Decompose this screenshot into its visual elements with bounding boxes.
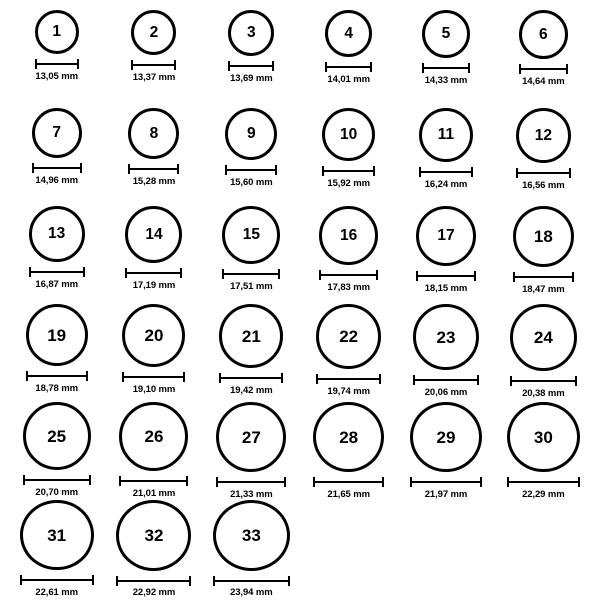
measure-cap-left xyxy=(23,475,25,485)
measure-cap-left xyxy=(413,375,415,385)
measure-line xyxy=(516,172,571,174)
ring-size-number: 6 xyxy=(539,25,548,43)
measure-line xyxy=(313,481,384,483)
measure-line xyxy=(225,169,277,171)
diameter-label: 16,56 mm xyxy=(522,180,565,191)
diameter-measure-bar xyxy=(413,375,479,384)
diameter-measure-bar xyxy=(213,576,290,584)
ring-circle xyxy=(131,10,176,55)
ring-size-cell xyxy=(203,10,300,108)
ring-size-cell xyxy=(105,304,202,402)
measure-cap-right xyxy=(89,475,91,485)
measure-cap-right xyxy=(278,269,280,279)
ring-size-number: 14 xyxy=(145,225,163,243)
measure-cap-left xyxy=(316,374,318,384)
ring-size-number: 32 xyxy=(144,525,164,545)
measure-line xyxy=(219,377,283,379)
diameter-measure-bar xyxy=(513,272,574,281)
ring-size-number: 2 xyxy=(149,23,159,41)
ring-size-number: 29 xyxy=(436,427,456,447)
ring-size-number: 13 xyxy=(48,225,66,243)
ring-circle xyxy=(422,10,470,58)
measure-cap-left xyxy=(410,477,412,487)
ring-circle xyxy=(32,108,82,158)
diameter-measure-bar xyxy=(313,477,384,486)
measure-cap-right xyxy=(578,477,580,487)
ring-size-cell xyxy=(8,500,105,598)
measure-cap-right xyxy=(572,272,574,282)
measure-line xyxy=(413,379,479,381)
measure-cap-left xyxy=(510,376,512,386)
measure-line xyxy=(322,170,375,172)
measure-line xyxy=(122,376,185,378)
ring-size-cell xyxy=(300,108,397,206)
measure-line xyxy=(513,276,574,278)
ring-size-number: 10 xyxy=(340,125,358,143)
ring-circle xyxy=(413,304,479,370)
ring-size-cell xyxy=(397,108,494,206)
ring-size-cell xyxy=(105,206,202,304)
diameter-measure-bar xyxy=(116,576,191,584)
measure-line xyxy=(125,272,182,274)
measure-line xyxy=(116,580,191,582)
diameter-measure-bar xyxy=(507,477,580,486)
diameter-measure-bar xyxy=(29,267,85,276)
ring-size-number: 7 xyxy=(52,124,61,142)
ring-size-number: 23 xyxy=(436,327,456,347)
diameter-measure-bar xyxy=(519,64,568,73)
diameter-label: 13,69 mm xyxy=(230,73,273,84)
diameter-measure-bar xyxy=(23,475,91,484)
ring-circle xyxy=(319,206,378,265)
ring-size-number: 19 xyxy=(47,325,67,345)
ring-circle xyxy=(416,206,476,266)
measure-cap-right xyxy=(288,576,290,586)
diameter-measure-bar xyxy=(422,63,470,72)
measure-cap-left xyxy=(128,164,130,174)
measure-cap-right xyxy=(382,477,384,487)
measure-line xyxy=(222,273,280,275)
measure-cap-left xyxy=(416,271,418,281)
ring-circle xyxy=(20,500,94,570)
measure-line xyxy=(131,64,176,66)
ring-size-cell xyxy=(300,402,397,500)
measure-cap-right xyxy=(284,477,286,487)
diameter-measure-bar xyxy=(416,271,476,280)
measure-cap-left xyxy=(26,371,28,381)
diameter-measure-bar xyxy=(128,164,179,173)
ring-size-number: 25 xyxy=(47,426,67,446)
diameter-measure-bar xyxy=(510,376,577,385)
diameter-label: 17,83 mm xyxy=(327,282,370,293)
measure-cap-left xyxy=(29,267,31,277)
measure-cap-left xyxy=(131,60,133,70)
diameter-label: 18,15 mm xyxy=(424,283,468,294)
ring-size-number: 15 xyxy=(242,226,260,244)
diameter-label: 19,74 mm xyxy=(327,386,370,397)
ring-size-cell xyxy=(8,304,105,402)
diameter-label: 18,78 mm xyxy=(35,383,78,394)
ring-size-cell xyxy=(397,304,494,402)
diameter-measure-bar xyxy=(26,371,88,380)
measure-cap-right xyxy=(86,371,88,381)
ring-circle xyxy=(519,10,568,59)
ring-size-number: 9 xyxy=(247,125,256,143)
diameter-measure-bar xyxy=(222,269,280,278)
diameter-measure-bar xyxy=(228,61,274,70)
measure-cap-right xyxy=(180,268,182,278)
diameter-label: 21,97 mm xyxy=(424,489,468,500)
measure-line xyxy=(32,167,82,169)
ring-size-cell xyxy=(495,10,592,108)
measure-cap-right xyxy=(474,271,476,281)
ring-size-number: 26 xyxy=(144,427,164,446)
ring-size-number: 33 xyxy=(241,525,261,545)
measure-line xyxy=(419,171,473,173)
ring-size-cell xyxy=(203,304,300,402)
diameter-measure-bar xyxy=(125,268,182,277)
measure-cap-left xyxy=(507,477,509,487)
measure-cap-right xyxy=(566,64,568,74)
ring-circle xyxy=(26,304,88,366)
measure-cap-left xyxy=(222,269,224,279)
ring-size-cell xyxy=(203,108,300,206)
diameter-label: 15,28 mm xyxy=(132,176,176,187)
measure-line xyxy=(316,378,381,380)
diameter-label: 22,92 mm xyxy=(132,587,176,598)
measure-cap-right xyxy=(376,270,378,280)
measure-cap-left xyxy=(119,476,121,486)
measure-line xyxy=(319,274,378,276)
diameter-measure-bar xyxy=(20,575,94,584)
measure-cap-left xyxy=(319,270,321,280)
measure-line xyxy=(119,480,188,482)
diameter-measure-bar xyxy=(325,62,372,71)
diameter-label: 14,01 mm xyxy=(327,74,370,85)
measure-cap-right xyxy=(83,267,85,277)
diameter-measure-bar xyxy=(119,476,188,485)
diameter-measure-bar xyxy=(219,373,283,382)
ring-circle xyxy=(125,206,182,263)
diameter-label: 17,51 mm xyxy=(230,281,273,292)
measure-cap-right xyxy=(468,63,470,73)
ring-circle xyxy=(225,108,277,160)
ring-circle xyxy=(23,402,91,470)
diameter-label: 15,60 mm xyxy=(230,177,273,188)
ring-size-cell xyxy=(105,108,202,206)
ring-size-cell xyxy=(495,108,592,206)
ring-circle xyxy=(119,402,188,471)
ring-size-number: 28 xyxy=(339,427,359,447)
measure-cap-right xyxy=(569,168,571,178)
ring-size-cell xyxy=(8,402,105,500)
ring-size-cell xyxy=(203,500,300,598)
measure-cap-left xyxy=(125,268,127,278)
measure-line xyxy=(410,481,482,483)
diameter-label: 19,10 mm xyxy=(132,384,176,395)
ring-size-cell xyxy=(203,402,300,500)
diameter-measure-bar xyxy=(225,165,277,174)
diameter-measure-bar xyxy=(410,477,482,486)
ring-size-number: 27 xyxy=(241,427,261,447)
measure-cap-left xyxy=(116,576,118,586)
ring-circle xyxy=(116,500,191,571)
ring-size-cell xyxy=(105,500,202,598)
measure-cap-left xyxy=(122,372,124,382)
measure-cap-left xyxy=(313,477,315,487)
ring-size-cell xyxy=(397,10,494,108)
measure-cap-right xyxy=(370,62,372,72)
ring-size-grid xyxy=(8,10,592,598)
ring-circle xyxy=(128,108,179,159)
measure-cap-right xyxy=(186,476,188,486)
ring-circle xyxy=(507,402,580,472)
diameter-label: 20,38 mm xyxy=(522,388,565,399)
ring-circle xyxy=(35,10,79,54)
ring-size-cell xyxy=(397,402,494,500)
measure-line xyxy=(519,68,568,70)
ring-circle xyxy=(219,304,283,368)
ring-size-cell xyxy=(300,10,397,108)
measure-cap-right xyxy=(80,163,82,173)
diameter-measure-bar xyxy=(516,168,571,177)
ring-size-number: 5 xyxy=(441,25,451,43)
diameter-label: 21,65 mm xyxy=(327,489,370,500)
ring-circle xyxy=(228,10,274,56)
measure-cap-left xyxy=(516,168,518,178)
diameter-label: 15,92 mm xyxy=(327,178,370,189)
ring-size-number: 21 xyxy=(241,326,261,346)
measure-cap-left xyxy=(32,163,34,173)
measure-line xyxy=(20,579,94,581)
ring-circle xyxy=(419,108,473,162)
measure-cap-left xyxy=(322,166,324,176)
measure-cap-left xyxy=(419,167,421,177)
diameter-label: 13,37 mm xyxy=(132,72,176,83)
diameter-label: 19,42 mm xyxy=(230,385,273,396)
ring-size-cell xyxy=(495,304,592,402)
measure-line xyxy=(216,481,286,483)
ring-size-number: 18 xyxy=(533,227,553,246)
measure-cap-right xyxy=(471,167,473,177)
measure-cap-right xyxy=(77,59,79,69)
measure-cap-left xyxy=(513,272,515,282)
ring-circle xyxy=(29,206,85,262)
measure-cap-left xyxy=(225,165,227,175)
measure-line xyxy=(35,63,79,65)
ring-size-cell xyxy=(397,206,494,304)
measure-line xyxy=(213,580,290,582)
measure-line xyxy=(228,65,274,67)
diameter-label: 14,64 mm xyxy=(522,76,565,87)
ring-size-number: 1 xyxy=(52,23,61,41)
ring-circle xyxy=(222,206,280,264)
measure-cap-right xyxy=(92,575,94,585)
diameter-label: 22,29 mm xyxy=(522,489,565,500)
ring-size-number: 4 xyxy=(344,24,353,42)
measure-line xyxy=(26,375,88,377)
ring-size-number: 16 xyxy=(340,226,358,244)
diameter-label: 18,47 mm xyxy=(522,284,565,295)
ring-size-cell xyxy=(495,402,592,500)
ring-size-number: 11 xyxy=(437,126,455,144)
ring-size-number: 12 xyxy=(534,126,552,144)
ring-circle xyxy=(316,304,381,369)
diameter-measure-bar xyxy=(322,166,375,175)
measure-cap-left xyxy=(35,59,37,69)
measure-cap-right xyxy=(477,375,479,385)
measure-cap-right xyxy=(189,576,191,586)
measure-cap-right xyxy=(177,164,179,174)
ring-size-cell xyxy=(300,304,397,402)
measure-cap-left xyxy=(213,576,215,586)
diameter-measure-bar xyxy=(35,59,79,68)
measure-line xyxy=(23,479,91,481)
ring-circle xyxy=(122,304,185,367)
ring-size-number: 20 xyxy=(144,326,164,345)
measure-line xyxy=(128,168,179,170)
measure-line xyxy=(325,66,372,68)
ring-circle xyxy=(410,402,482,472)
measure-cap-right xyxy=(174,60,176,70)
diameter-measure-bar xyxy=(122,372,185,381)
ring-size-cell xyxy=(105,10,202,108)
ring-size-cell xyxy=(8,206,105,304)
diameter-measure-bar xyxy=(32,163,82,172)
measure-cap-left xyxy=(20,575,22,585)
diameter-measure-bar xyxy=(419,167,473,176)
measure-line xyxy=(416,275,476,277)
ring-size-cell xyxy=(300,206,397,304)
diameter-label: 20,06 mm xyxy=(424,387,468,398)
ring-size-cell xyxy=(105,402,202,500)
ring-circle xyxy=(213,500,290,571)
measure-line xyxy=(422,67,470,69)
ring-size-cell xyxy=(495,206,592,304)
diameter-label: 22,61 mm xyxy=(35,587,78,598)
measure-cap-left xyxy=(519,64,521,74)
ring-size-number: 22 xyxy=(339,327,359,346)
measure-line xyxy=(510,380,577,382)
measure-cap-left xyxy=(325,62,327,72)
ring-circle xyxy=(322,108,375,161)
diameter-label: 23,94 mm xyxy=(230,587,273,598)
diameter-measure-bar xyxy=(319,270,378,279)
ring-circle xyxy=(510,304,577,371)
measure-cap-left xyxy=(422,63,424,73)
ring-circle xyxy=(513,206,574,267)
diameter-label: 21,01 mm xyxy=(132,488,176,499)
measure-cap-right xyxy=(275,165,277,175)
diameter-label: 21,33 mm xyxy=(230,489,273,500)
measure-cap-left xyxy=(219,373,221,383)
ring-size-number: 31 xyxy=(47,525,67,545)
ring-circle xyxy=(325,10,372,57)
ring-size-number: 17 xyxy=(437,227,455,245)
measure-cap-right xyxy=(183,372,185,382)
measure-cap-right xyxy=(281,373,283,383)
ring-size-number: 8 xyxy=(149,124,159,142)
measure-line xyxy=(507,481,580,483)
ring-circle xyxy=(516,108,571,163)
diameter-label: 20,70 mm xyxy=(35,487,78,498)
ring-size-cell xyxy=(203,206,300,304)
diameter-label: 14,33 mm xyxy=(424,75,468,86)
measure-cap-right xyxy=(575,376,577,386)
diameter-label: 17,19 mm xyxy=(132,280,176,291)
ring-size-number: 3 xyxy=(247,24,256,42)
ring-circle xyxy=(313,402,384,472)
measure-cap-right xyxy=(272,61,274,71)
diameter-measure-bar xyxy=(131,60,176,69)
diameter-measure-bar xyxy=(316,374,381,383)
measure-cap-right xyxy=(373,166,375,176)
diameter-label: 16,87 mm xyxy=(35,279,78,290)
measure-cap-right xyxy=(480,477,482,487)
ring-size-number: 24 xyxy=(533,328,553,347)
ring-size-number: 30 xyxy=(533,427,553,447)
ring-size-cell xyxy=(8,108,105,206)
measure-cap-left xyxy=(216,477,218,487)
measure-cap-left xyxy=(228,61,230,71)
ring-size-cell xyxy=(8,10,105,108)
measure-line xyxy=(29,271,85,273)
diameter-label: 14,96 mm xyxy=(35,175,78,186)
diameter-label: 16,24 mm xyxy=(424,179,468,190)
measure-cap-right xyxy=(379,374,381,384)
diameter-label: 13,05 mm xyxy=(35,71,78,82)
ring-circle xyxy=(216,402,286,472)
diameter-measure-bar xyxy=(216,477,286,486)
